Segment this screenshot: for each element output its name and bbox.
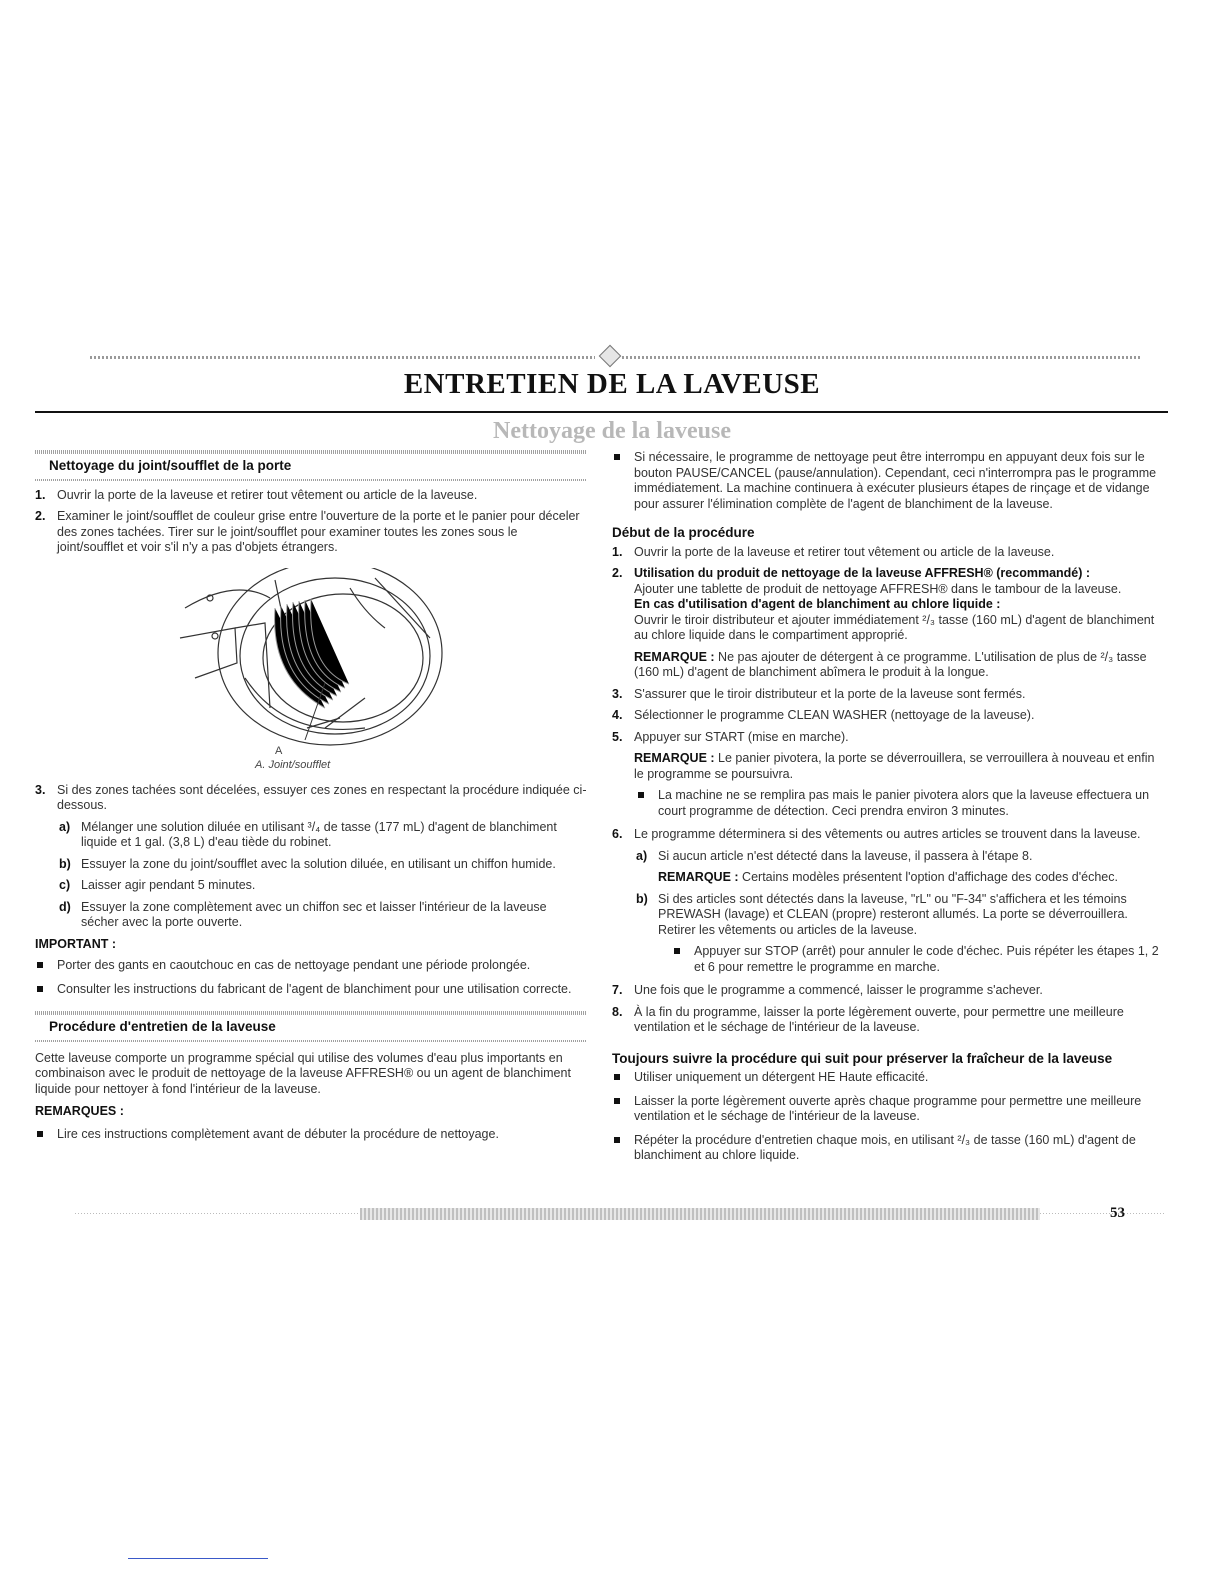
bullet-item: La machine ne se remplira pas mais le panier pivotera alors que la laveuse effectuera un court programme de détection. Ceci prendra environ 3 minutes. [636,788,1167,819]
sub-list-item: a) Mélanger une solution diluée en utilisant ³/₄ de tasse (177 mL) d'agent de blanchiment liquide et 1 gal. (3,8 L) d'eau tiède du robinet. [59,819,557,849]
bullet-item: Répéter la procédure d'entretien chaque mois, en utilisant ²/₃ de tasse (160 mL) d'agent de blanchiment au chlore liquide. [612,1133,1167,1164]
sub-list-item: a) Si aucun article n'est détecté dans la laveuse, il passera à l'étape 8. REMARQUE : Certains modèles présentent l'option d'affichage des codes d'échec. [636,848,1118,884]
section-heading-procedure: Procédure d'entretien de la laveuse [35,1011,587,1039]
list-item: 2. Examiner le joint/soufflet de couleur grise entre l'ouverture de la porte et le panier pour déceler des zones tachées. Tirer sur le joint/soufflet pour examiner toutes les zones sous le joint/soufflet et voir s'il n'y a pas d'objets étrangers. [35,509,580,554]
bullet-square-icon [612,450,634,512]
footer-underline [128,1558,268,1559]
bullet-square-icon [35,1127,57,1143]
sub-list-item: d) Essuyer la zone complètement avec un chiffon sec et laisser l'intérieur de la laveuse sécher avec la porte ouverte. [59,899,547,929]
sub-list-item: b) Essuyer la zone du joint/soufflet avec la solution diluée, en utilisant un chiffon humide. [59,856,556,871]
diamond-ornament-icon [599,345,622,368]
list-item: 1. Ouvrir la porte de la laveuse et retirer tout vêtement ou article de la laveuse. [35,487,478,502]
bullet-item: Laisser la porte légèrement ouverte après chaque programme pour permettre une meilleure ventilation et le séchage de l'intérieur de la laveuse. [612,1094,1167,1125]
right-column [612,450,1167,1172]
step2-heading2: En cas d'utilisation d'agent de blanchiment au chlore liquide : [634,597,1001,611]
bullet-square-icon [612,1133,634,1164]
title-rule [35,411,1168,413]
bullet-square-icon [612,1094,634,1125]
bullet-square-icon [35,982,57,998]
bullet-item: Porter des gants en caoutchouc en cas de nettoyage pendant une période prolongée. [35,958,587,974]
figure-caption: A. Joint/soufflet [255,758,331,771]
page-number: 53 [1110,1205,1125,1221]
sub-list-item: b) Si des articles sont détectés dans la laveuse, "rL" ou "F-34" s'affichera et les témoins PREWASH (lavage) et CLEAN (propre) resteront allumés. La porte se déverrouillera. Retirer les vêtements ou articles de la laveuse. [636,891,1128,937]
header-decorative-band [90,352,1140,362]
page-subtitle: Nettoyage de la laveuse [493,418,731,444]
bullet-square-icon [35,958,57,974]
section-heading-fresh: Toujours suivre la procédure qui suit pour préserver la fraîcheur de la laveuse [612,1050,1113,1066]
page-title: ENTRETIEN DE LA LAVEUSE [403,368,821,400]
list-item: 7. Une fois que le programme a commencé, laisser le programme s'achever. [612,983,1043,997]
list-item: 4. Sélectionner le programme CLEAN WASHER (nettoyage de la laveuse). [612,708,1035,722]
list-item: 6. Le programme déterminera si des vêtements ou autres articles se trouvent dans la laveuse. [612,827,1141,841]
important-label: IMPORTANT : [35,936,117,951]
sub-list-item: c) Laisser agir pendant 5 minutes. [59,878,256,892]
list-item: 8. À la fin du programme, laisser la porte légèrement ouverte, pour permettre une meilleure ventilation et le séchage de l'intérieur de la laveuse. [612,1004,1124,1034]
section-heading-joint: Nettoyage du joint/soufflet de la porte [35,450,587,478]
washer-door-seal-drawing [175,568,445,753]
bullet-item: Utiliser uniquement un détergent HE Haute efficacité. [612,1070,1167,1086]
list-item: 5. Appuyer sur START (mise en marche). REMARQUE : Le panier pivotera, la porte se déverrouillera, se verrouillera à nouveau et enfin le programme se poursuivra. [612,729,1155,781]
left-column [35,450,587,1150]
bullet-item: Lire ces instructions complètement avant de débuter la procédure de nettoyage. [35,1127,587,1143]
list-item: 1. Ouvrir la porte de la laveuse et retirer tout vêtement ou article de la laveuse. [612,544,1055,559]
list-item: 3. S'assurer que le tiroir distributeur et la porte de la laveuse sont fermés. [612,686,1026,701]
bullet-square-icon [636,788,658,819]
step2-heading: Utilisation du produit de nettoyage de la laveuse AFFRESH® (recommandé) : [634,566,1091,580]
figure-label-a: A [275,744,283,757]
bullet-item: Appuyer sur STOP (arrêt) pour annuler le code d'échec. Puis répéter les étapes 1, 2 et 6 pour remettre le programme en marche. [672,944,1167,975]
list-item: 2. Utilisation du produit de nettoyage de la laveuse AFFRESH® (recommandé) : Ajouter une tablette de produit de nettoyage AFFRESH® dans le tambour de la laveuse. En cas d'utilisation d'agent de blanchiment au chlore liquide : Ouvrir le tiroir distributeur et ajouter immédiatement ²/₃ tasse (160 mL) d'agent de blanchiment au chlore liquide dans le compartiment approprié. REMARQUE : Ne pas ajouter de détergent à ce programme. L'utilisation de plus de ²/₃ tasse (160 mL) d'agent de blanchiment abîmera le produit à la longue. [612,566,1155,679]
bullet-item: Si nécessaire, le programme de nettoyage peut être interrompu en appuyant deux fois sur le bouton PAUSE/CANCEL (pause/annulation). Cependant, ceci n'interrompra pas le programme immédiatement. La machine continuera à exécuter plusieurs étapes de rinçage et de vidange pour assurer l'élimination complète de l'agent de blanchiment de la laveuse. [612,450,1167,512]
list-item: 3. Si des zones tachées sont décelées, essuyer ces zones en respectant la procédure indiquée ci-dessous. [35,782,587,812]
procedure-intro: Cette laveuse comporte un programme spécial qui utilise des volumes d'eau plus importants en combinaison avec le produit de nettoyage de la laveuse AFFRESH® ou un agent de blanchiment liquide pour nettoyer à fond l'intérieur de la laveuse. [35,1050,571,1096]
footer-decorative-band [75,1208,1165,1220]
remarques-label: REMARQUES : [35,1104,124,1118]
section-heading-debut: Début de la procédure [612,525,755,540]
bullet-square-icon [672,944,694,975]
door-seal-illustration [175,568,445,773]
bullet-square-icon [612,1070,634,1086]
bullet-item: Consulter les instructions du fabricant de l'agent de blanchiment pour une utilisation correcte. [35,982,587,998]
